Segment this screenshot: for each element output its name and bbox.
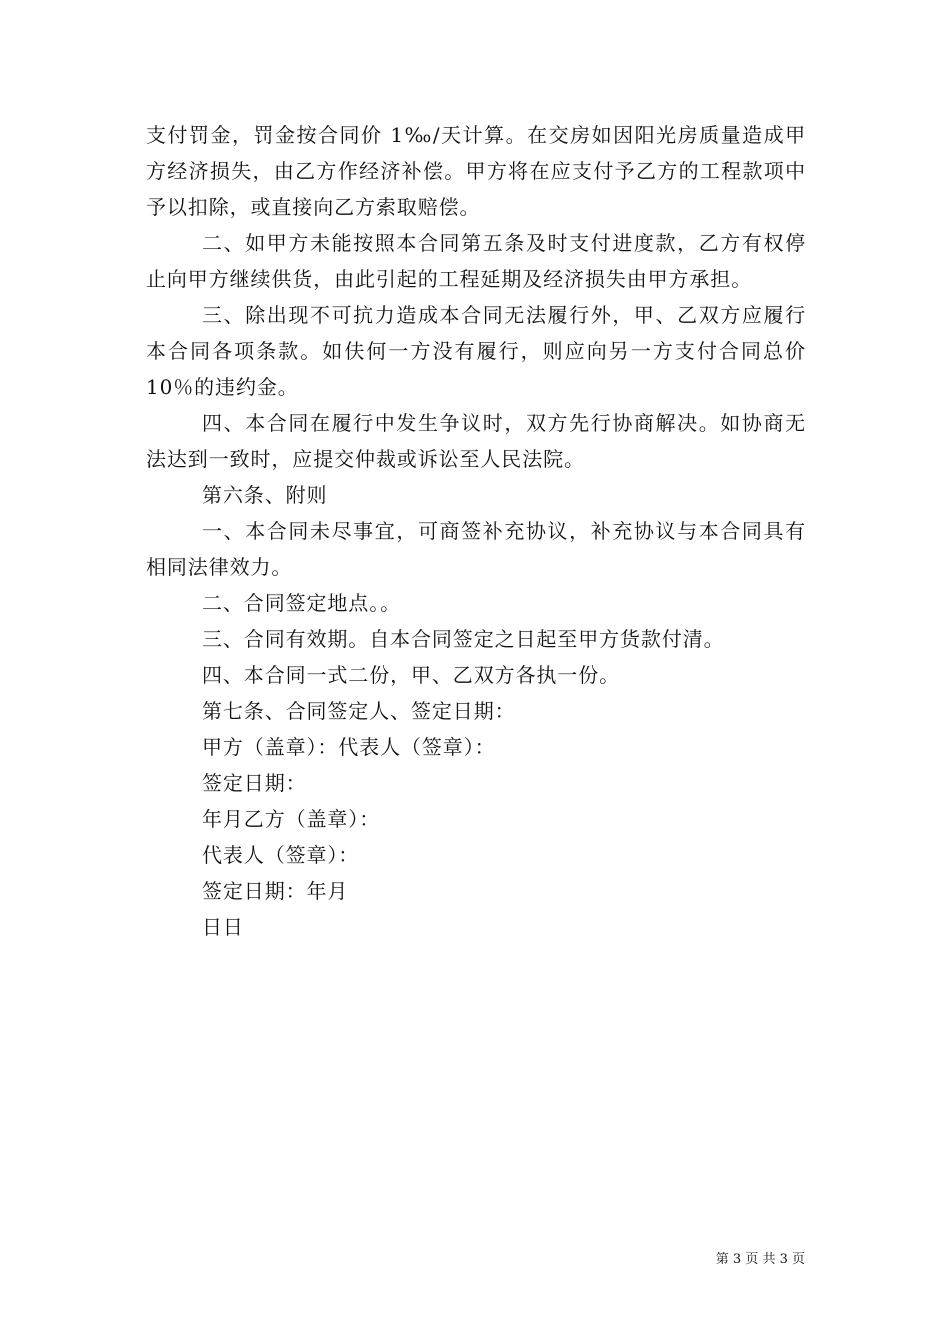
signature-party-b-line: 年月乙方（盖章）：: [202, 807, 381, 831]
paragraph-clause-2: 二、如甲方未能按照本合同第五条及时支付进度款，乙方有权停止向甲方继续供货，由此引起的工程延期及经济损失由甲方承担。: [146, 231, 806, 291]
paragraph-article-6-item-3: 三、合同有效期。自本合同签定之日起至甲方货款付清。: [202, 627, 725, 651]
contract-body: [146, 117, 806, 945]
paragraph-article-6-item-1: 一、本合同未尽事宜，可商签补充协议，补充协议与本合同具有相同法律效力。: [146, 519, 806, 579]
signature-date-line-1: 签定日期：: [202, 771, 307, 795]
section-heading-article-7: 第七条、合同签定人、签定日期：: [202, 699, 516, 723]
paragraph-clause-3: 三、除出现不可抗力造成本合同无法履行外，甲、乙双方应履行本合同各项条款。如伕何一方没有履行，则应向另一方支付合同总价 10％的违约金。: [146, 303, 806, 399]
paragraph-article-6-item-4: 四、本合同一式二份，甲、乙双方各执一份。: [202, 663, 620, 687]
signature-date-line-2: 签定日期：年月: [202, 879, 349, 903]
page-number: 第 3 页 共 3 页: [715, 1252, 805, 1267]
paragraph-penalty-continued: 支付罚金，罚金按合同价 1‰/天计算。在交房如因阳光房质量造成甲方经济损失，由乙方作经济补偿。甲方将在应支付予乙方的工程款项中予以扣除，或直接向乙方索取赔偿。: [146, 123, 806, 219]
signature-representative-line: 代表人（签章）：: [202, 843, 360, 867]
paragraph-article-6-item-2: 二、合同签定地点。。: [202, 591, 401, 615]
paragraph-clause-4: 四、本合同在履行中发生争议时，双方先行协商解决。如协商无法达到一致时，应提交仲裁或诉讼至人民法院。: [146, 411, 806, 471]
signature-day-line: 日日: [202, 915, 244, 939]
section-heading-article-6: 第六条、附则: [202, 483, 328, 507]
signature-party-a-line: 甲方（盖章）：代表人（签章）：: [202, 735, 496, 759]
